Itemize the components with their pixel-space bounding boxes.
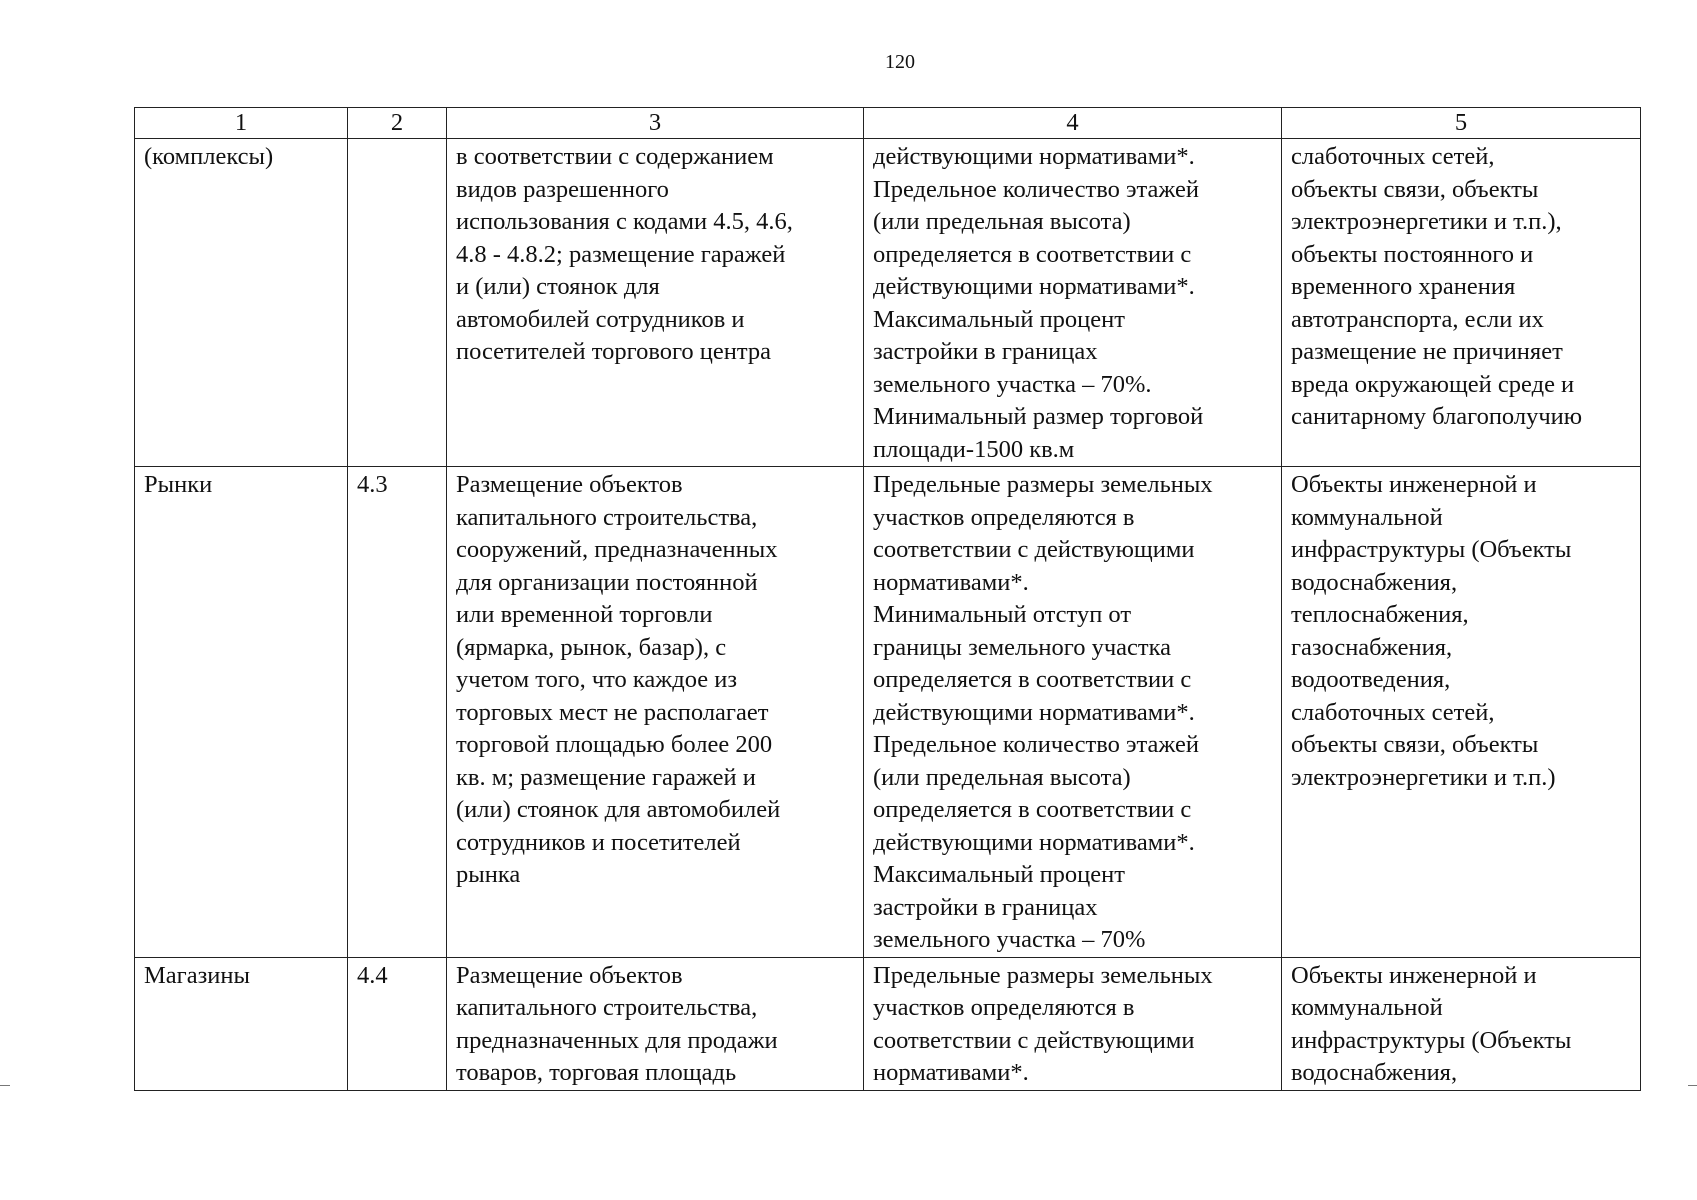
cell-line: определяется в соответствии с — [873, 666, 1192, 693]
cell-line: нормативами*. — [873, 1059, 1029, 1086]
table-header-row — [135, 108, 1641, 139]
cell-line: действующими нормативами*. — [873, 828, 1195, 856]
cell-line: (комплексы) — [144, 143, 274, 170]
cell-line: 4.4 — [357, 961, 388, 989]
cell-line: Предельное количество этажей — [873, 731, 1199, 758]
cell-line: объекты связи, объекты — [1291, 731, 1539, 758]
cell-line: водоснабжения, — [1291, 568, 1458, 596]
cell-parameters — [864, 139, 1282, 467]
cell-line: застройки в границах — [873, 893, 1098, 921]
cell-line: капитального строительства, — [456, 503, 758, 531]
cell-line: слаботочных сетей, — [1291, 698, 1495, 726]
column-header-2: 2 — [348, 108, 447, 139]
cell-line: соответствии с действующими — [873, 536, 1195, 563]
cell-line: автотранспорта, если их — [1291, 305, 1544, 333]
cell-line: Минимальный отступ от — [873, 601, 1132, 628]
cell-line: или временной торговли — [456, 601, 713, 628]
cell-line: нормативами*. — [873, 568, 1029, 596]
cell-line: газоснабжения, — [1291, 633, 1453, 661]
cell-line: инфраструктуры (Объекты — [1291, 1026, 1572, 1054]
cell-use-name — [135, 467, 348, 958]
cell-line: Предельные размеры земельных — [873, 961, 1213, 989]
cell-use-description — [447, 139, 864, 467]
cell-parameters — [864, 467, 1282, 958]
cell-line: Максимальный процент — [873, 861, 1125, 888]
cell-line: слаботочных сетей, — [1291, 143, 1495, 170]
cell-use-code — [348, 957, 447, 1090]
cell-line: электроэнергетики и т.п.) — [1291, 763, 1556, 791]
cell-line: (ярмарка, рынок, базар), с — [456, 633, 727, 661]
cell-line: Максимальный процент — [873, 305, 1125, 333]
cell-line: объекты постоянного и — [1291, 240, 1534, 268]
cell-use-description — [447, 957, 864, 1090]
cell-line: капитального строительства, — [456, 994, 758, 1021]
cell-use-name — [135, 139, 348, 467]
cell-line: торговой площадью более 200 — [456, 731, 773, 758]
cell-line: (или) стоянок для автомобилей — [456, 796, 781, 823]
cell-line: рынка — [456, 861, 521, 888]
cell-line: границы земельного участка — [873, 633, 1172, 661]
cell-line: сотрудников и посетителей — [456, 828, 741, 856]
cell-auxiliary-uses — [1282, 467, 1641, 958]
cell-line: 4.3 — [357, 471, 388, 498]
cell-line: соответствии с действующими — [873, 1026, 1195, 1054]
column-header-5: 5 — [1282, 108, 1641, 139]
cell-line: автомобилей сотрудников и — [456, 305, 745, 333]
cell-auxiliary-uses — [1282, 139, 1641, 467]
cell-line: Предельное количество этажей — [873, 175, 1199, 203]
cell-line: Объекты инженерной и — [1291, 471, 1537, 498]
cell-line: в соответствии с содержанием — [456, 143, 774, 170]
cell-line: (или предельная высота) — [873, 763, 1131, 791]
cell-line: Предельные размеры земельных — [873, 471, 1213, 498]
zoning-table — [134, 107, 1641, 1091]
column-header-3: 3 — [447, 108, 864, 139]
cell-line: учетом того, что каждое из — [456, 666, 738, 693]
cell-line: инфраструктуры (Объекты — [1291, 536, 1572, 563]
cell-line: застройки в границах — [873, 338, 1098, 365]
cell-line: Рынки — [144, 471, 213, 498]
cell-line: для организации постоянной — [456, 568, 758, 596]
cell-line: водоснабжения, — [1291, 1059, 1458, 1086]
cell-line: земельного участка – 70%. — [873, 370, 1152, 398]
cell-line: временного хранения — [1291, 273, 1516, 300]
cell-line: коммунальной — [1291, 994, 1443, 1021]
table-row — [135, 467, 1641, 958]
cell-line: участков определяются в — [873, 503, 1135, 531]
cell-line: Размещение объектов — [456, 961, 683, 989]
cell-line: Объекты инженерной и — [1291, 961, 1537, 989]
cell-line: коммунальной — [1291, 503, 1443, 531]
cell-line: определяется в соответствии с — [873, 240, 1192, 268]
cell-line: сооружений, предназначенных — [456, 536, 778, 563]
cell-line: и (или) стоянок для — [456, 273, 660, 300]
cell-line: определяется в соответствии с — [873, 796, 1192, 823]
cell-line: объекты связи, объекты — [1291, 175, 1539, 203]
cell-use-code — [348, 139, 447, 467]
cell-line: вреда окружающей среде и — [1291, 370, 1575, 398]
cell-line: использования с кодами 4.5, 4.6, — [456, 208, 793, 235]
cell-line: площади-1500 кв.м — [873, 435, 1075, 463]
cell-line: действующими нормативами*. — [873, 698, 1195, 726]
cell-line: земельного участка – 70% — [873, 926, 1146, 953]
cell-line: участков определяются в — [873, 994, 1135, 1021]
cell-line: торговых мест не располагает — [456, 698, 769, 726]
left-margin-mark — [0, 1085, 10, 1086]
page-number: 120 — [885, 51, 915, 73]
cell-line: теплоснабжения, — [1291, 601, 1469, 628]
cell-auxiliary-uses — [1282, 957, 1641, 1090]
cell-use-description — [447, 467, 864, 958]
table-row — [135, 139, 1641, 467]
cell-parameters — [864, 957, 1282, 1090]
cell-line: водоотведения, — [1291, 666, 1451, 693]
table-row — [135, 957, 1641, 1090]
cell-line: Магазины — [144, 961, 250, 989]
cell-line: санитарному благополучию — [1291, 403, 1583, 430]
cell-line: 4.8 - 4.8.2; размещение гаражей — [456, 240, 786, 268]
cell-line: действующими нормативами*. — [873, 273, 1195, 300]
cell-line: товаров, торговая площадь — [456, 1059, 737, 1086]
cell-line: посетителей торгового центра — [456, 338, 772, 365]
cell-use-code — [348, 467, 447, 958]
cell-line: Размещение объектов — [456, 471, 683, 498]
cell-line: Минимальный размер торговой — [873, 403, 1204, 430]
column-header-1: 1 — [135, 108, 348, 139]
cell-line: (или предельная высота) — [873, 208, 1131, 235]
cell-line: действующими нормативами*. — [873, 143, 1195, 170]
cell-line: предназначенных для продажи — [456, 1026, 778, 1054]
cell-use-name — [135, 957, 348, 1090]
cell-line: видов разрешенного — [456, 175, 669, 203]
cell-line: электроэнергетики и т.п.), — [1291, 208, 1562, 235]
right-margin-mark — [1688, 1085, 1697, 1086]
column-header-4: 4 — [864, 108, 1282, 139]
cell-line: кв. м; размещение гаражей и — [456, 763, 756, 791]
cell-line: размещение не причиняет — [1291, 338, 1563, 365]
